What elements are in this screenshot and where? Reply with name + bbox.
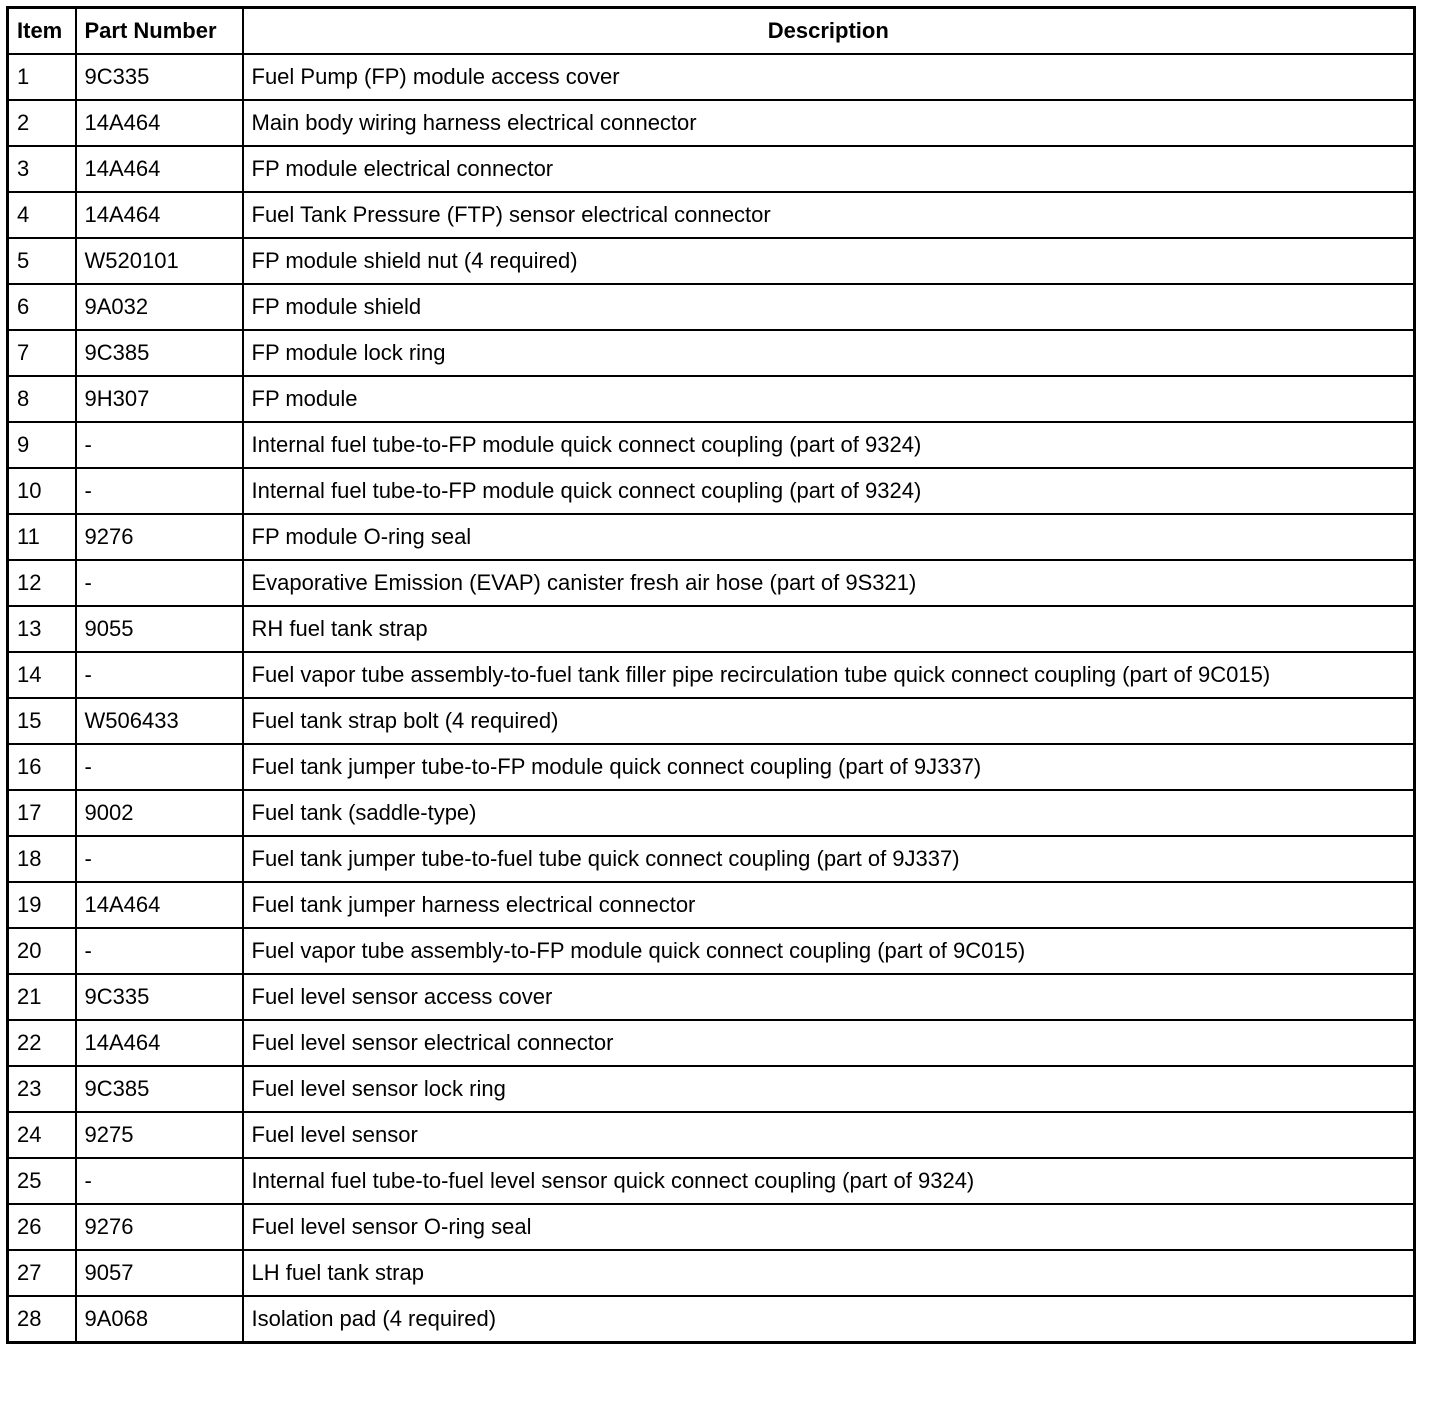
- description-cell: Fuel level sensor access cover: [243, 974, 1415, 1020]
- item-cell: 28: [8, 1296, 76, 1343]
- part-number-cell: 9C335: [76, 54, 243, 100]
- header-part-number: Part Number: [76, 8, 243, 55]
- part-number-cell: 9C335: [76, 974, 243, 1020]
- item-cell: 21: [8, 974, 76, 1020]
- table-row: [8, 1250, 1415, 1296]
- table-row: [8, 928, 1415, 974]
- item-cell: 4: [8, 192, 76, 238]
- description-cell: RH fuel tank strap: [243, 606, 1415, 652]
- item-cell: 12: [8, 560, 76, 606]
- description-cell: FP module lock ring: [243, 330, 1415, 376]
- item-cell: 14: [8, 652, 76, 698]
- description-cell: FP module: [243, 376, 1415, 422]
- item-cell: 2: [8, 100, 76, 146]
- description-cell: Internal fuel tube-to-FP module quick connect coupling (part of 9324): [243, 468, 1415, 514]
- description-cell: FP module shield nut (4 required): [243, 238, 1415, 284]
- description-cell: Fuel vapor tube assembly-to-FP module quick connect coupling (part of 9C015): [243, 928, 1415, 974]
- item-cell: 16: [8, 744, 76, 790]
- description-cell: Fuel tank jumper harness electrical connector: [243, 882, 1415, 928]
- table-row: [8, 330, 1415, 376]
- description-cell: Fuel level sensor electrical connector: [243, 1020, 1415, 1066]
- header-row: [8, 8, 1415, 55]
- item-cell: 25: [8, 1158, 76, 1204]
- item-cell: 22: [8, 1020, 76, 1066]
- table-row: [8, 790, 1415, 836]
- item-cell: 11: [8, 514, 76, 560]
- part-number-cell: -: [76, 836, 243, 882]
- item-cell: 10: [8, 468, 76, 514]
- table-row: [8, 192, 1415, 238]
- table-row: [8, 100, 1415, 146]
- item-cell: 8: [8, 376, 76, 422]
- description-cell: Main body wiring harness electrical connector: [243, 100, 1415, 146]
- table-row: [8, 698, 1415, 744]
- item-cell: 6: [8, 284, 76, 330]
- description-cell: Fuel level sensor: [243, 1112, 1415, 1158]
- item-cell: 23: [8, 1066, 76, 1112]
- table-row: [8, 744, 1415, 790]
- item-cell: 5: [8, 238, 76, 284]
- part-number-cell: -: [76, 560, 243, 606]
- table-row: [8, 606, 1415, 652]
- table-row: [8, 1204, 1415, 1250]
- item-cell: 7: [8, 330, 76, 376]
- part-number-cell: 9A032: [76, 284, 243, 330]
- part-number-cell: 14A464: [76, 1020, 243, 1066]
- description-cell: Internal fuel tube-to-fuel level sensor quick connect coupling (part of 9324): [243, 1158, 1415, 1204]
- item-cell: 1: [8, 54, 76, 100]
- table-row: [8, 974, 1415, 1020]
- description-cell: Internal fuel tube-to-FP module quick connect coupling (part of 9324): [243, 422, 1415, 468]
- table-row: [8, 468, 1415, 514]
- part-number-cell: 9275: [76, 1112, 243, 1158]
- item-cell: 17: [8, 790, 76, 836]
- parts-table-body: [8, 54, 1415, 1343]
- table-row: [8, 1066, 1415, 1112]
- description-cell: Fuel vapor tube assembly-to-fuel tank filler pipe recirculation tube quick connect coupling (part of 9C015): [243, 652, 1415, 698]
- description-cell: FP module O-ring seal: [243, 514, 1415, 560]
- part-number-cell: W520101: [76, 238, 243, 284]
- part-number-cell: 9055: [76, 606, 243, 652]
- table-row: [8, 652, 1415, 698]
- part-number-cell: -: [76, 1158, 243, 1204]
- item-cell: 18: [8, 836, 76, 882]
- part-number-cell: 14A464: [76, 882, 243, 928]
- table-row: [8, 560, 1415, 606]
- table-row: [8, 1158, 1415, 1204]
- part-number-cell: 9H307: [76, 376, 243, 422]
- table-row: [8, 514, 1415, 560]
- header-item: Item: [8, 8, 76, 55]
- description-cell: Fuel tank (saddle-type): [243, 790, 1415, 836]
- table-row: [8, 284, 1415, 330]
- item-cell: 9: [8, 422, 76, 468]
- item-cell: 20: [8, 928, 76, 974]
- part-number-cell: 9A068: [76, 1296, 243, 1343]
- description-cell: Fuel tank jumper tube-to-fuel tube quick connect coupling (part of 9J337): [243, 836, 1415, 882]
- description-cell: Fuel level sensor O-ring seal: [243, 1204, 1415, 1250]
- part-number-cell: 14A464: [76, 146, 243, 192]
- item-cell: 26: [8, 1204, 76, 1250]
- item-cell: 3: [8, 146, 76, 192]
- table-row: [8, 146, 1415, 192]
- description-cell: Evaporative Emission (EVAP) canister fresh air hose (part of 9S321): [243, 560, 1415, 606]
- item-cell: 27: [8, 1250, 76, 1296]
- description-cell: FP module electrical connector: [243, 146, 1415, 192]
- part-number-cell: -: [76, 422, 243, 468]
- table-row: [8, 1112, 1415, 1158]
- item-cell: 15: [8, 698, 76, 744]
- part-number-cell: 14A464: [76, 192, 243, 238]
- part-number-cell: 9057: [76, 1250, 243, 1296]
- table-row: [8, 836, 1415, 882]
- table-row: [8, 882, 1415, 928]
- item-cell: 19: [8, 882, 76, 928]
- part-number-cell: -: [76, 744, 243, 790]
- part-number-cell: 9276: [76, 1204, 243, 1250]
- part-number-cell: -: [76, 468, 243, 514]
- description-cell: Fuel Tank Pressure (FTP) sensor electrical connector: [243, 192, 1415, 238]
- parts-table: [6, 6, 1416, 1344]
- part-number-cell: -: [76, 928, 243, 974]
- description-cell: LH fuel tank strap: [243, 1250, 1415, 1296]
- table-row: [8, 1020, 1415, 1066]
- table-row: [8, 1296, 1415, 1343]
- item-cell: 24: [8, 1112, 76, 1158]
- part-number-cell: 14A464: [76, 100, 243, 146]
- part-number-cell: 9C385: [76, 1066, 243, 1112]
- part-number-cell: 9C385: [76, 330, 243, 376]
- table-row: [8, 376, 1415, 422]
- description-cell: FP module shield: [243, 284, 1415, 330]
- table-row: [8, 238, 1415, 284]
- part-number-cell: 9002: [76, 790, 243, 836]
- description-cell: Fuel level sensor lock ring: [243, 1066, 1415, 1112]
- description-cell: Fuel Pump (FP) module access cover: [243, 54, 1415, 100]
- description-cell: Fuel tank jumper tube-to-FP module quick connect coupling (part of 9J337): [243, 744, 1415, 790]
- description-cell: Fuel tank strap bolt (4 required): [243, 698, 1415, 744]
- table-row: [8, 422, 1415, 468]
- part-number-cell: 9276: [76, 514, 243, 560]
- header-description: Description: [243, 8, 1415, 55]
- part-number-cell: -: [76, 652, 243, 698]
- part-number-cell: W506433: [76, 698, 243, 744]
- table-row: [8, 54, 1415, 100]
- item-cell: 13: [8, 606, 76, 652]
- description-cell: Isolation pad (4 required): [243, 1296, 1415, 1343]
